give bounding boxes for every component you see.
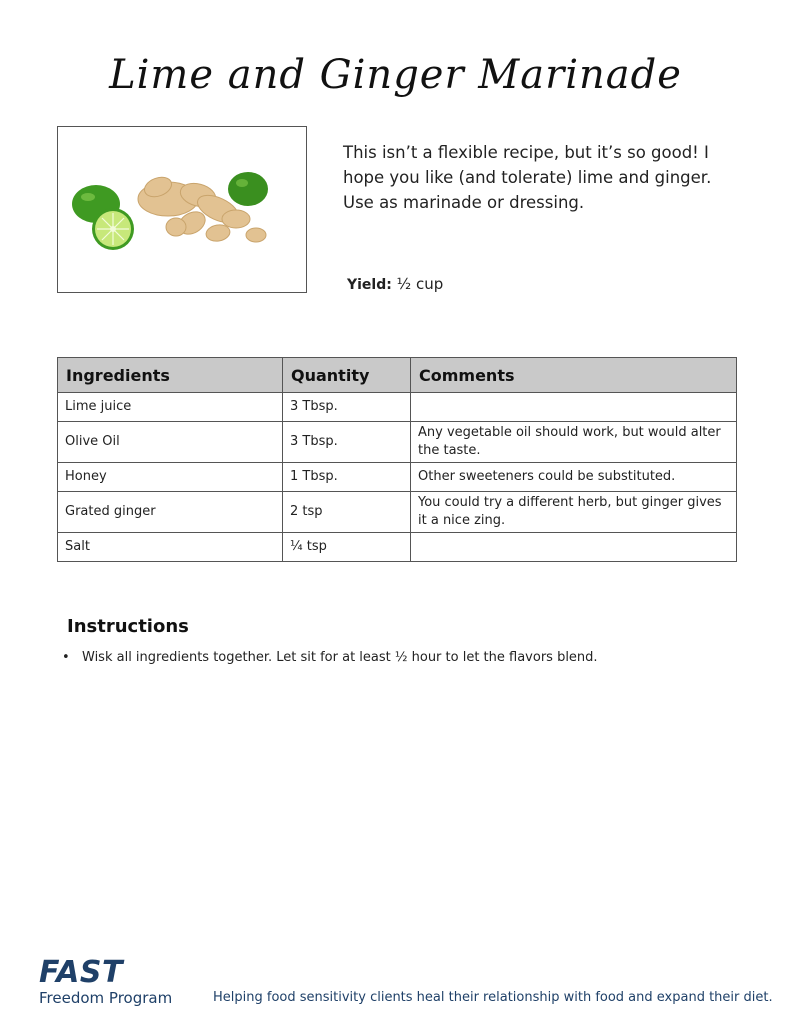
yield-label: Yield: [347,277,392,293]
ingredients-table [57,357,737,562]
ingredient-cell: Grated ginger [58,492,283,533]
table-row [58,393,737,422]
quantity-cell: 3 Tbsp. [283,422,411,463]
quantity-cell: 3 Tbsp. [283,393,411,422]
quantity-cell: 2 tsp [283,492,411,533]
instruction-text: Wisk all ingredients together. Let sit for at least ½ hour to let the flavors blend. [82,650,598,665]
recipe-yield [347,275,443,293]
table-row [58,422,737,463]
header-comments: Comments [411,358,737,393]
recipe-title: Lime and Ginger Marinade [109,52,682,98]
ingredient-cell: Lime juice [58,393,283,422]
footer-tagline: Helping food sensitivity clients heal their relationship with food and expand their diet. [213,990,773,1005]
quantity-cell: 1 Tbsp. [283,463,411,492]
lime-ginger-photo [57,126,307,293]
bullet-icon: • [62,650,70,665]
logo-subtitle: Freedom Program [39,989,173,1007]
instructions-heading: Instructions [67,616,189,637]
table-row [58,463,737,492]
comment-cell: Any vegetable oil should work, but would alter the taste. [411,422,737,463]
comment-cell: You could try a different herb, but ginger gives it a nice zing. [411,492,737,533]
comment-cell [411,393,737,422]
ingredient-cell: Salt [58,533,283,562]
header-ingredients: Ingredients [58,358,283,393]
fast-logo: FAST [39,955,123,990]
header-quantity: Quantity [283,358,411,393]
quantity-cell: ¼ tsp [283,533,411,562]
table-row [58,492,737,533]
lime-half-icon [92,208,134,250]
list-item [62,649,762,667]
recipe-intro: This isn’t a flexible recipe, but it’s so good! I hope you like (and tolerate) lime and ginger. Use as marinade or dressing. [343,143,712,212]
table-row [58,533,737,562]
table-header-row [58,358,737,393]
instructions-list [62,649,762,667]
ingredient-cell: Honey [58,463,283,492]
ingredient-cell: Olive Oil [58,422,283,463]
comment-cell: Other sweeteners could be substituted. [411,463,737,492]
yield-value: ½ cup [396,275,444,293]
lime-icon [228,172,268,206]
comment-cell [411,533,737,562]
